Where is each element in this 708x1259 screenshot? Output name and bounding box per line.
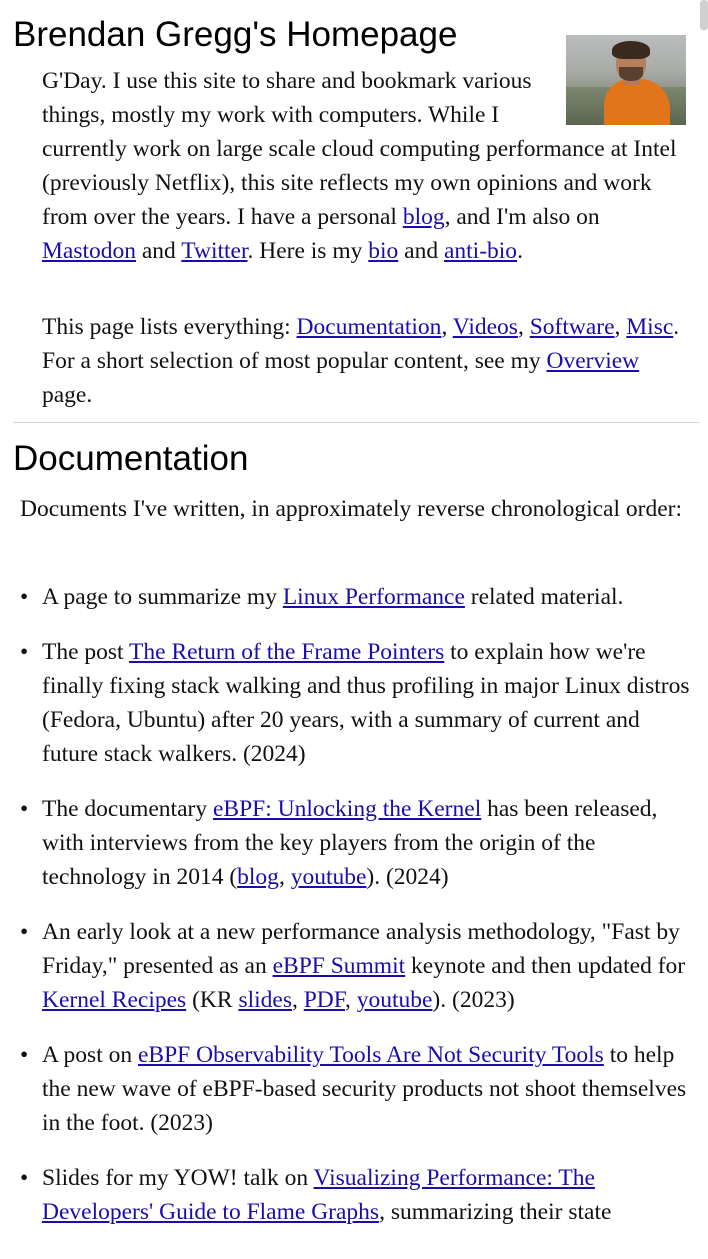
ebpf-security-tools-link[interactable]: eBPF Observability Tools Are Not Security Tools <box>137 1042 604 1068</box>
kr-youtube-link[interactable]: youtube <box>356 987 433 1013</box>
mastodon-link[interactable]: Mastodon <box>42 238 136 264</box>
kernel-recipes-link[interactable]: Kernel Recipes <box>42 987 187 1013</box>
documentation-link[interactable]: Documentation <box>296 314 442 340</box>
contents-paragraph: This page lists everything: Documentation, Videos, Software, Misc. For a short selection of most popular content, see my Overview page. <box>42 314 680 408</box>
list-item: • The post The Return of the Frame Pointers to explain how we're finally fixing stack walking and thus profiling in major Linux distros (Fedora, Ubuntu) after 20 years, with a summary of current and future stack walkers. (2024) <box>42 635 692 771</box>
intro-paragraph: G'Day. I use this site to share and bookmark various things, mostly my work with computers. While I currently work on large scale cloud computing performance at Intel (previously Netflix), this site reflects my own opinions and work from over the years. I have a personal blog, and I'm also on Mastodon and Twitter. Here is my bio and anti-bio. <box>42 68 677 264</box>
documentation-intro: Documents I've written, in approximately reverse chronological order: <box>20 496 683 522</box>
scrollbar[interactable] <box>700 0 708 30</box>
twitter-link[interactable]: Twitter <box>181 238 248 264</box>
kr-slides-link[interactable]: slides <box>238 987 292 1013</box>
videos-link[interactable]: Videos <box>452 314 518 340</box>
ebpf-documentary-link[interactable]: eBPF: Unlocking the Kernel <box>212 796 482 822</box>
frame-pointers-link[interactable]: The Return of the Frame Pointers <box>129 639 445 665</box>
overview-link[interactable]: Overview <box>546 348 640 374</box>
documentary-youtube-link[interactable]: youtube <box>290 864 367 890</box>
list-item: • An early look at a new performance analysis methodology, "Fast by Friday," presented as an eBPF Summit keynote and then updated for Kernel Recipes (KR slides, PDF, youtube). (2023) <box>42 915 692 1017</box>
anti-bio-link[interactable]: anti-bio <box>443 238 518 264</box>
page-title: Brendan Gregg's Homepage <box>13 15 458 54</box>
documentary-blog-link[interactable]: blog <box>237 864 279 890</box>
list-item: • Slides for my YOW! talk on Visualizing Performance: The Developers' Guide to Flame Graphs, summarizing their state <box>42 1161 692 1229</box>
visualizing-performance-link[interactable]: Visualizing Performance: The Developers' Guide to Flame Graphs <box>42 1165 595 1225</box>
misc-link[interactable]: Misc <box>626 314 674 340</box>
kr-pdf-link[interactable]: PDF <box>303 987 345 1013</box>
documentation-list <box>42 580 692 1250</box>
blog-link[interactable]: blog <box>402 204 445 230</box>
list-item: • A page to summarize my Linux Performance related material. <box>42 580 692 614</box>
bio-link[interactable]: bio <box>368 238 399 264</box>
list-item: • The documentary eBPF: Unlocking the Kernel has been released, with interviews from the key players from the origin of the technology in 2014 (blog, youtube). (2024) <box>42 792 692 894</box>
ebpf-summit-link[interactable]: eBPF Summit <box>272 953 406 979</box>
list-item: • A post on eBPF Observability Tools Are Not Security Tools to help the new wave of eBPF-based security products not shoot themselves in the foot. (2023) <box>42 1038 692 1140</box>
linux-performance-link[interactable]: Linux Performance <box>282 584 465 610</box>
software-link[interactable]: Software <box>529 314 615 340</box>
documentation-heading: Documentation <box>13 439 249 478</box>
section-divider <box>13 422 700 423</box>
